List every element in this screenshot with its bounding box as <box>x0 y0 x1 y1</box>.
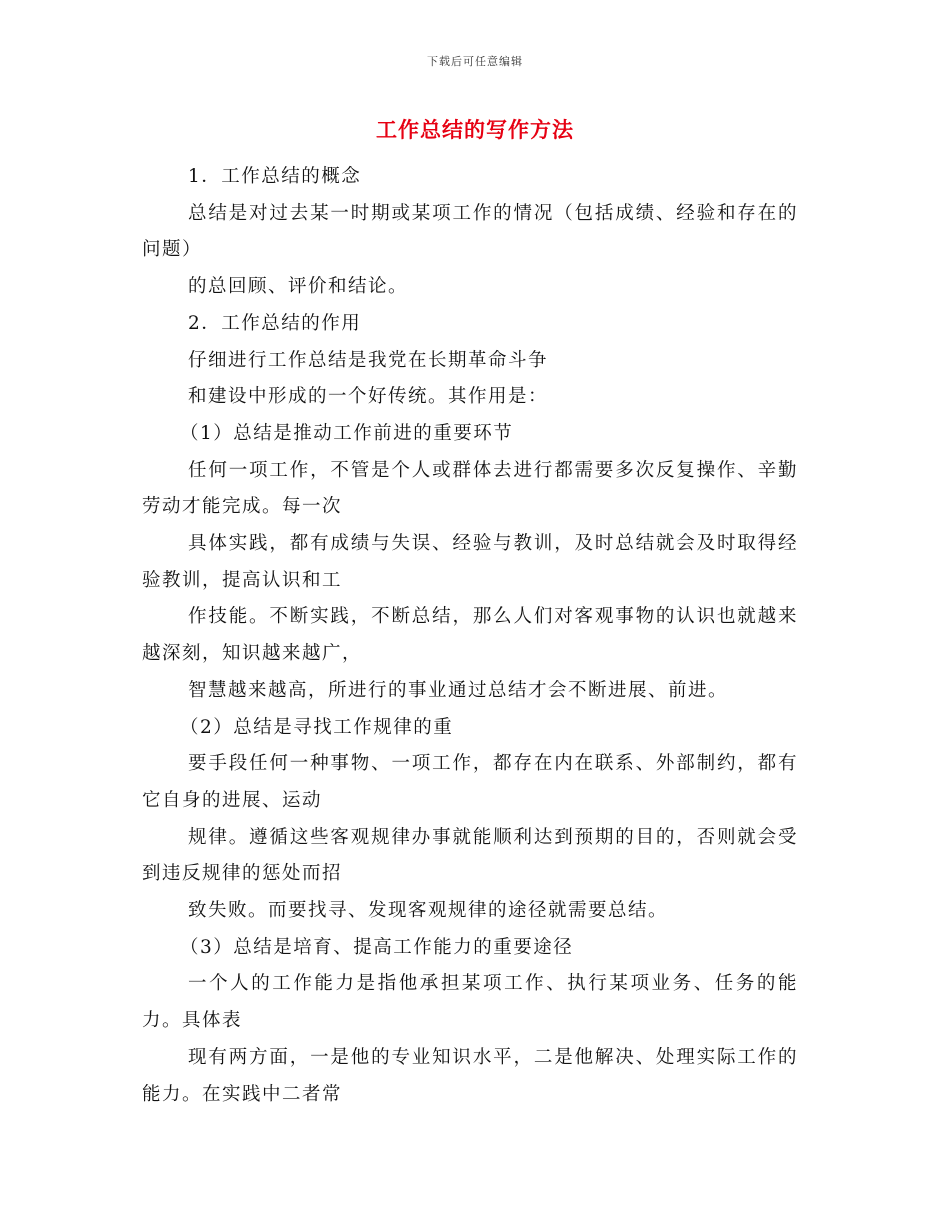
section-heading: 1．工作总结的概念 <box>188 166 362 187</box>
paragraph: 作技能。不断实践，不断总结，那么人们对客观事物的认识也就越来越深刻，知识越来越广， <box>142 606 798 665</box>
paragraph: 要手段任何一种事物、一项工作，都存在内在联系、外部制约，都有它自身的进展、运动 <box>142 753 798 811</box>
paragraph: 一个人的工作能力是指他承担某项工作、执行某项业务、任务的能力。具体表 <box>142 973 798 1032</box>
paragraph: 智慧越来越高，所进行的事业通过总结才会不断进展、前进。 <box>188 679 729 701</box>
document-body <box>142 159 798 1113</box>
paragraph: 规律。遵循这些客观规律办事就能顺利达到预期的目的，否则就会受到违反规律的惩处而招 <box>142 826 798 885</box>
paragraph: 总结是对过去某一时期或某项工作的情况（包括成绩、经验和存在的问题） <box>142 202 798 261</box>
paragraph: 致失败。而要找寻、发现客观规律的途径就需要总结。 <box>188 900 669 922</box>
header-note: 下载后可任意编辑 <box>427 55 523 68</box>
subsection-heading: （1）总结是推动工作前进的重要环节 <box>180 422 514 444</box>
section-heading: 2．工作总结的作用 <box>188 312 362 334</box>
paragraph: 现有两方面，一是他的专业知识水平，二是他解决、处理实际工作的能力。在实践中二者常 <box>142 1046 798 1105</box>
document-title: 工作总结的写作方法 <box>376 118 574 142</box>
subsection-heading: （3）总结是培育、提高工作能力的重要途径 <box>180 936 574 958</box>
paragraph: 的总回顾、评价和结论。 <box>188 276 409 298</box>
subsection-heading: （2）总结是寻找工作规律的重 <box>180 716 454 738</box>
paragraph: 具体实践，都有成绩与失误、经验与教训，及时总结就会及时取得经验教训，提高认识和工 <box>142 533 798 591</box>
paragraph: 仔细进行工作总结是我党在长期革命斗争 <box>188 349 549 371</box>
paragraph: 和建设中形成的一个好传统。其作用是： <box>188 386 549 408</box>
paragraph: 任何一项工作，不管是个人或群体去进行都需要多次反复操作、辛勤劳动才能完成。每一次 <box>142 459 798 518</box>
